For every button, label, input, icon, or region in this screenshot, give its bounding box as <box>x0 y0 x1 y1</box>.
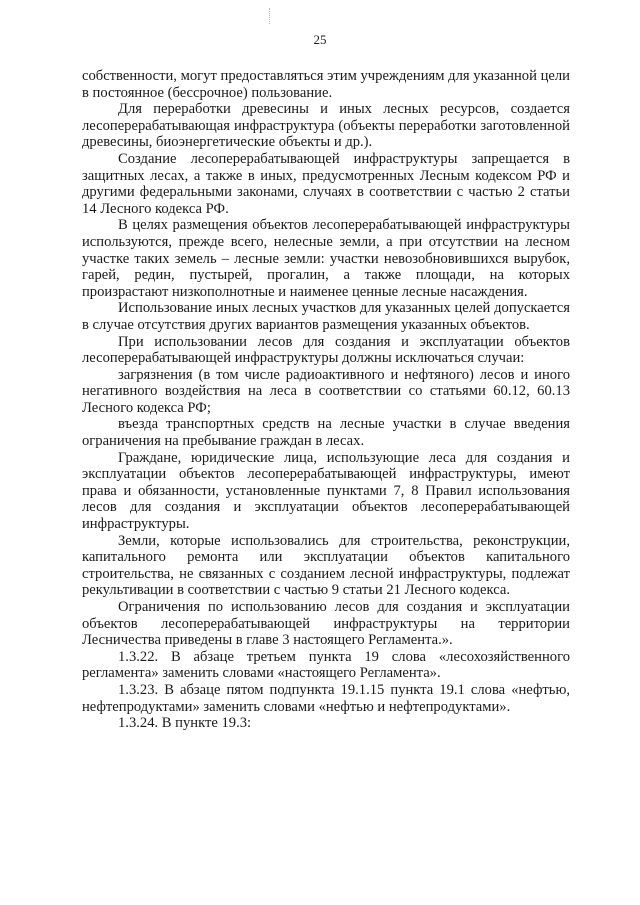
paragraph-6: При использовании лесов для создания и эксплуатации объектов лесоперерабатывающей инфраструктуры должны исключаться случаи: <box>82 333 570 367</box>
paragraph-9: Граждане, юридические лица, использующие леса для создания и эксплуатации объектов лесоперерабатывающей инфраструктуры, имеют права и обязанности, установленные пунктами 7, 8 Правил использования лесов для создания и эксплуатации объектов лесоперерабатывающей инфраструктуры. <box>82 449 570 533</box>
paragraph-13: 1.3.23. В абзаце пятом подпункта 19.1.15 пункта 19.1 слова «нефтью, нефтепродуктами» заменить словами «нефтью и нефтепродуктами». <box>82 681 570 715</box>
paragraph-11: Ограничения по использованию лесов для создания и эксплуатации объектов лесоперерабатывающей инфраструктуры на территории Лесничества приведены в главе 3 настоящего Регламента.». <box>82 599 570 649</box>
paragraph-3: Создание лесоперерабатывающей инфраструктуры запрещается в защитных лесах, а также в иных, предусмотренных Лесным кодексом РФ и другими федеральными законами, случаях в соответствии с частью 2 статьи 14 Лесного кодекса РФ. <box>82 150 570 217</box>
paragraph-4: В целях размещения объектов лесоперерабатывающей инфраструктуры используются, прежде всего, нелесные земли, а при отсутствии на лесном участке таких земель – лесные земли: участки невозобновившихся вырубок, гарей, редин, пустырей, прогалин, а также площади, на которых произрастают низкополнотные и наименее ценные лесные насаждения. <box>82 217 570 300</box>
paragraph-5: Использование иных лесных участков для указанных целей допускается в случае отсутствия других вариантов размещения указанных объектов. <box>82 300 570 333</box>
paragraph-14: 1.3.24. В пункте 19.3: <box>118 715 252 732</box>
page-number: 25 <box>313 32 327 47</box>
paragraph-10: Земли, которые использовались для строительства, реконструкции, капитального ремонта или эксплуатации объектов капитального строительства, не связанных с созданием лесной инфраструктуры, подлежат рекультивации в соответствии с частью 9 статьи 21 Лесного кодекса. <box>82 532 570 599</box>
paragraph-2: Для переработки древесины и иных лесных ресурсов, создается лесоперерабатывающая инфраструктура (объекты переработки заготовленной древесины, биоэнергетические объекты и др.). <box>82 101 570 151</box>
binding-mark <box>269 8 273 24</box>
paragraph-7: загрязнения (в том числе радиоактивного и нефтяного) лесов и иного негативного воздействия на леса в соответствии со статьями 60.12, 60.13 Лесного кодекса РФ; <box>82 366 570 416</box>
paragraph-1: собственности, могут предоставляться этим учреждениям для указанной цели в постоянное (бессрочное) пользование. <box>82 68 570 101</box>
document-body <box>82 68 570 732</box>
paragraph-12: 1.3.22. В абзаце третьем пункта 19 слова «лесохозяйственного регламента» заменить словами «настоящего Регламента». <box>82 648 570 682</box>
paragraph-8: въезда транспортных средств на лесные участки в случае введения ограничения на пребывание граждан в лесах. <box>82 416 570 450</box>
